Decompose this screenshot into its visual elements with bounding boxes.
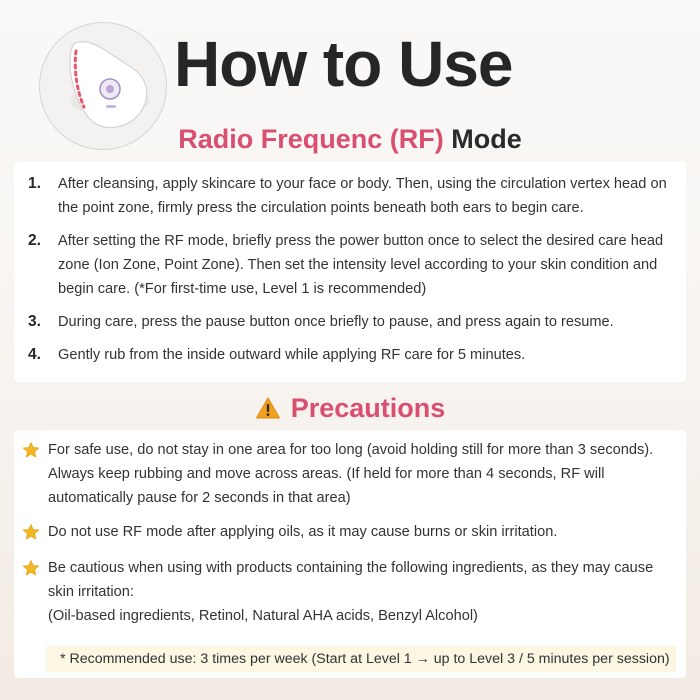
precaution-item [22, 520, 676, 546]
precaution-ingredients: (Oil-based ingredients, Retinol, Natural AHA acids, Benzyl Alcohol) [48, 608, 478, 624]
precaution-text: Do not use RF mode after applying oils, as it may cause burns or skin irritation. [48, 524, 558, 540]
recommendation-note: * Recommended use: 3 times per week (Start at Level 1 → up to Level 3 / 5 minutes per session) [46, 646, 676, 672]
mode-title-accent: Radio Frequenc (RF) [178, 124, 444, 154]
mode-title [0, 122, 700, 156]
header [0, 0, 700, 160]
star-icon [22, 520, 48, 546]
step-item [28, 172, 674, 220]
precautions-title [0, 390, 700, 429]
steps-panel [14, 162, 686, 382]
star-icon [22, 556, 48, 582]
precaution-item [22, 438, 676, 510]
precaution-text: For safe use, do not stay in one area for too long (avoid holding still for more than 3 seconds). Always keep rubbing and move across areas. (If held for more than 4 seconds, RF will automatically pause for 2 seconds in that area) [48, 442, 654, 506]
precautions-panel [14, 430, 686, 678]
step-item [28, 310, 674, 334]
warning-triangle-icon [255, 393, 281, 429]
star-icon [22, 438, 48, 464]
page-title: How to Use [174, 28, 513, 100]
step-number: 3. [28, 313, 41, 330]
precautions-title-text: Precautions [290, 393, 446, 423]
precaution-text: Be cautious when using with products containing the following ingredients, as they may cause skin irritation: [48, 560, 654, 600]
step-number: 2. [28, 232, 41, 249]
precaution-item [22, 556, 676, 628]
step-number: 4. [28, 346, 41, 363]
step-item [28, 229, 674, 301]
step-text: Gently rub from the inside outward while applying RF care for 5 minutes. [58, 347, 526, 363]
step-text: During care, press the pause button once briefly to pause, and press again to resume. [58, 314, 614, 330]
precaution-text-group [48, 556, 676, 628]
mode-title-rest: Mode [451, 124, 522, 154]
step-text: After setting the RF mode, briefly press the power button once to select the desired care head zone (Ion Zone, Point Zone). Then set the intensity level according to your skin condition and begin care. (*For first-time use, Level 1 is recommended) [58, 233, 664, 297]
step-number: 1. [28, 175, 41, 192]
step-text: After cleansing, apply skincare to your face or body. Then, using the circulation vertex head on the point zone, firmly press the circulation points beneath both ears to begin care. [58, 176, 667, 216]
step-item [28, 343, 674, 367]
